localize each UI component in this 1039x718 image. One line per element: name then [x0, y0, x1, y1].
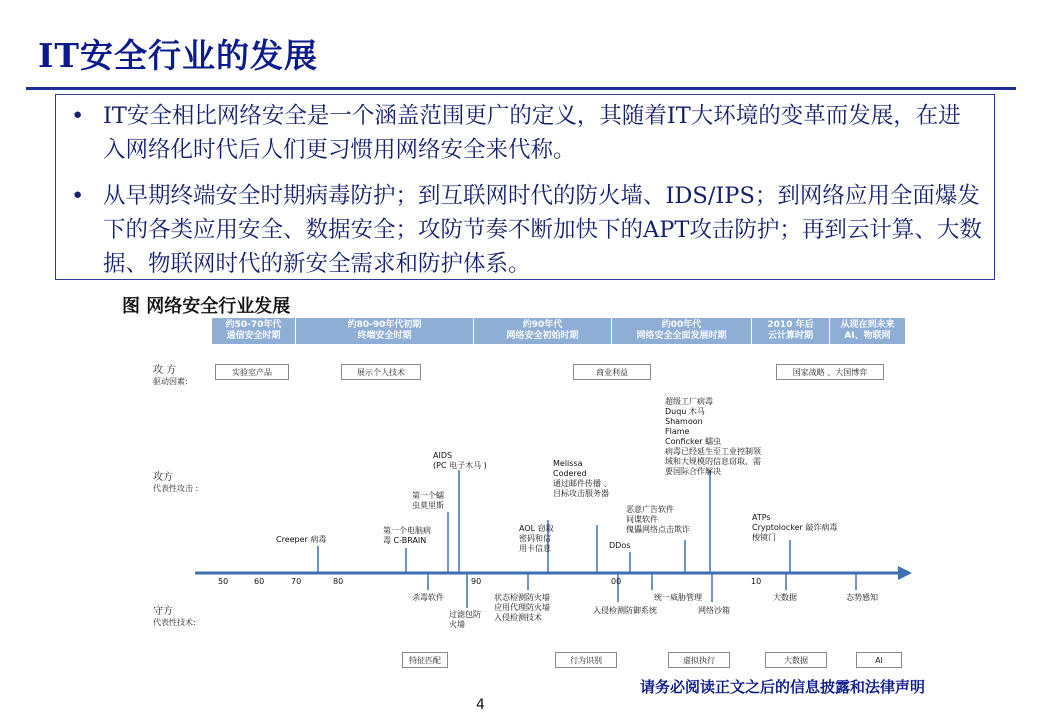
note-line: 火墙	[449, 620, 465, 629]
attack-note-ddos: DDos	[609, 541, 631, 550]
note-line: 用卡信息	[519, 544, 551, 553]
note-line: 第一个电脑病	[383, 526, 431, 535]
side-label-main: 攻方	[153, 472, 173, 483]
attack-note-aids	[433, 451, 487, 471]
tick-label: 70	[291, 577, 302, 586]
note-line: 病毒已经延生至工业控制领	[665, 447, 761, 456]
defense-note-utm: 统一威胁管理	[654, 593, 702, 602]
bullet-text: IT安全相比网络安全是一个涵盖范围更广的定义，其随着IT大环境的变革而发展，在进入网络化时代后人们更习惯用网络安全来代称。	[103, 103, 961, 163]
attack-note-brain	[383, 526, 431, 546]
note-line: 域和大规模的信息窃取，需	[665, 457, 761, 466]
note-line: Flame	[665, 427, 690, 436]
era-label: 2010 年后	[767, 320, 814, 330]
era-label: 通信安全时期	[226, 331, 281, 341]
era-label: 从现在到未来	[840, 320, 895, 330]
defense-note-sandbox: 网络沙箱	[698, 606, 730, 615]
note-line: 过滤包防	[449, 610, 481, 619]
note-line: AIDS	[433, 451, 453, 460]
driver-box: 国家战略 、大国博弈	[776, 364, 884, 380]
note-line: 入侵检测技术	[494, 613, 542, 622]
note-line: 通过邮件传播 、	[553, 479, 612, 488]
attack-note-stuxnet	[665, 397, 761, 477]
defense-note-ids: 入侵检测防御系统	[593, 606, 657, 615]
era-label: 网络安全初始时期	[506, 331, 579, 341]
note-line: 虫莫里斯	[412, 501, 444, 510]
era-label: AI、物联网	[844, 331, 891, 341]
bullet-text: 从早期终端安全时期病毒防护；到互联网时代的防火墙、IDS/IPS；到网络应用全面爆发下的各类应用安全、数据安全；攻防节奏不断加快下的APT攻击防护；再到云计算、大数据、物联网时代的新安全需求和防护体系。	[103, 183, 982, 277]
defense-box: 大数据	[765, 652, 827, 668]
note-line: 要国际合作解决	[665, 467, 721, 476]
driver-box: 商业利益	[573, 364, 651, 380]
tick-label: 60	[254, 577, 265, 586]
tick-label: 00	[611, 577, 622, 586]
side-label-main: 守方	[153, 606, 173, 617]
side-label-sub: 代表性攻击 :	[153, 484, 199, 493]
note-line: 恶意广告软件	[626, 505, 674, 514]
timeline-arrowhead	[898, 566, 912, 580]
legal-disclaimer: 请务必阅读正文之后的信息披露和法律声明	[640, 678, 926, 696]
side-label-main: 攻 方	[153, 365, 177, 376]
attack-note-adware	[626, 505, 690, 535]
note-line: Codered	[553, 469, 587, 478]
era-label: 约50-70年代	[225, 320, 282, 330]
bullet-marker: •	[71, 103, 85, 129]
era-label: 约80-90年代初期	[347, 320, 422, 330]
defense-box: 虚拟执行	[668, 652, 730, 668]
note-line: Cryptolocker 敲诈病毒	[752, 523, 838, 532]
side-label-sub: 代表性技术:	[153, 618, 196, 627]
note-line: 超级工厂病毒	[665, 397, 713, 406]
page-number: 4	[476, 697, 485, 713]
side-label-sub: 驱动因素:	[153, 377, 188, 386]
attack-note-aol	[519, 524, 554, 554]
driver-box: 实验室产品	[215, 364, 289, 380]
note-line: ATPs	[752, 513, 771, 522]
note-line: Conficker 蠕虫	[665, 437, 722, 446]
note-line: 状态检测防火墙	[494, 593, 550, 602]
defense-box: 特征匹配	[402, 652, 448, 668]
note-line: Shamoon	[665, 417, 703, 426]
note-line: 间谍软件	[626, 515, 658, 524]
note-line: 目标攻击服务器	[553, 489, 609, 498]
defense-note-bigdata: 大数据	[773, 593, 797, 602]
defense-note-firewall	[449, 610, 481, 630]
attack-note-apt	[752, 513, 837, 543]
defense-box: 行为识别	[555, 652, 617, 668]
attack-note-creeper: Creeper 病毒	[276, 535, 327, 544]
tick-label: 10	[751, 577, 762, 586]
page-title: IT安全行业的发展	[38, 36, 318, 75]
note-line: Melissa	[553, 459, 583, 468]
figure-title: 图 网络安全行业发展	[122, 296, 291, 317]
defense-box: AI	[856, 652, 902, 668]
driver-box: 展示个人技术	[341, 364, 421, 380]
attack-note-melissa	[553, 459, 612, 499]
tick-label: 50	[218, 577, 229, 586]
attack-note-worm	[412, 491, 444, 511]
tick-label: 80	[333, 577, 344, 586]
defense-note-awareness: 态势感知	[846, 593, 878, 602]
era-label: 网络安全全面发展时期	[636, 331, 727, 341]
tick-label: 90	[471, 577, 482, 586]
era-label: 约90年代	[522, 320, 563, 330]
era-label: 云计算时期	[767, 331, 813, 341]
era-label: 终端安全时期	[357, 331, 412, 341]
note-line: 梭镜门	[752, 533, 776, 542]
defense-note-antivirus: 杀毒软件	[412, 593, 444, 602]
note-line: AOL 窃取	[519, 524, 554, 533]
note-line: 毒 C-BRAIN	[383, 536, 427, 545]
note-line: (PC 电子木马 )	[433, 461, 487, 470]
note-line: 第一个蠕	[412, 491, 444, 500]
note-line: 密码和信	[519, 534, 551, 543]
bullet-marker: •	[71, 183, 85, 209]
era-label: 约00年代	[661, 320, 702, 330]
note-line: Duqu 木马	[665, 407, 705, 416]
note-line: 应用代理防火墙	[494, 603, 550, 612]
note-line: 傀儡网络点击欺诈	[626, 525, 690, 534]
defense-note-stateful	[494, 593, 550, 623]
